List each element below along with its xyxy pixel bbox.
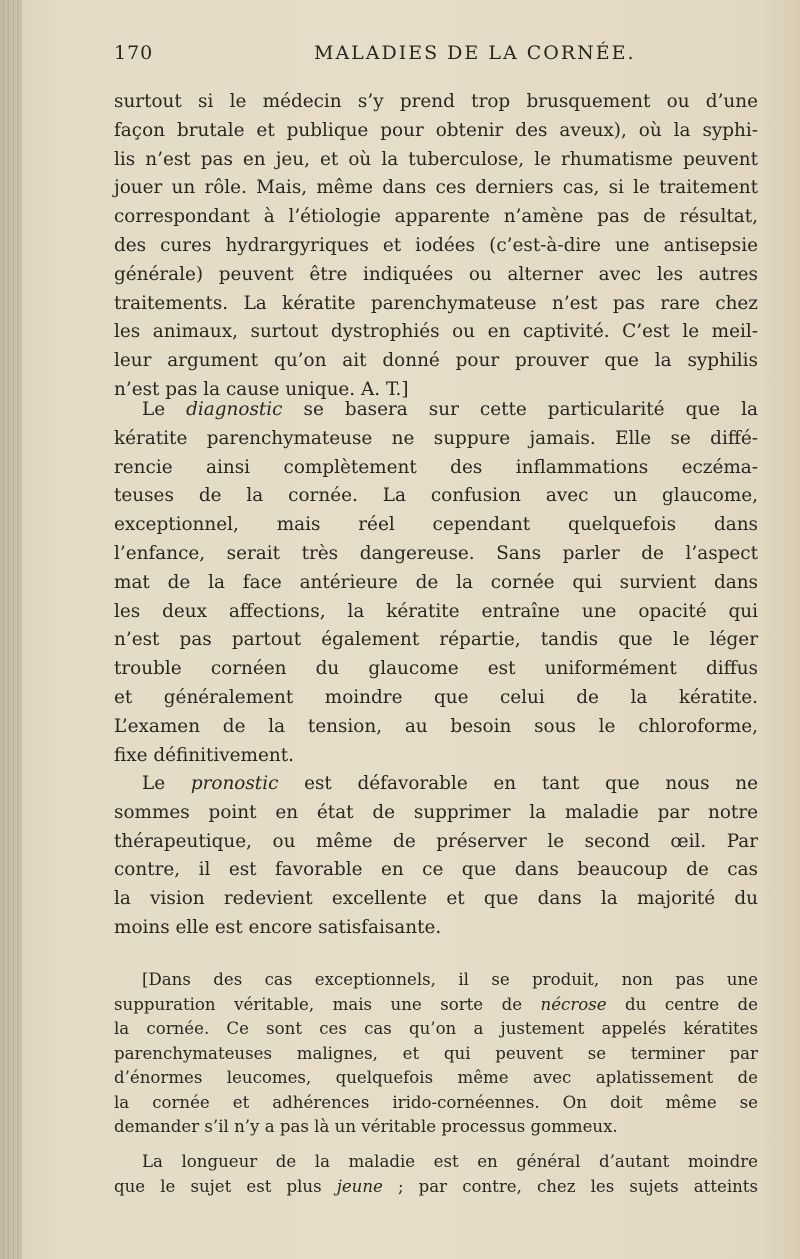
text-line: lis n’est pas en jeu, et où la tuberculose, le rhumatisme peuvent <box>114 148 758 170</box>
text-line: des cures hydrargyriques et iodées (c’est-à-dire une antisepsie <box>114 234 758 256</box>
text-line: contre, il est favorable en ce que dans beaucoup de cas <box>114 859 758 881</box>
text-line: fixe définitivement. <box>114 744 294 766</box>
text-line: la vision redevient excellente et que dans la majorité du <box>114 888 758 910</box>
text-line: parenchymateuses malignes, et qui peuvent se terminer par <box>114 1043 758 1063</box>
text-line: n’est pas partout également répartie, tandis que le léger <box>114 629 758 651</box>
text-line: teuses de la cornée. La confusion avec un glaucome, <box>114 485 758 507</box>
text-line: trouble cornéen du glaucome est uniformément diffus <box>114 658 758 680</box>
text-line: les animaux, surtout dystrophiés ou en captivité. C’est le meil- <box>114 321 758 343</box>
text-line: d’énormes leucomes, quelquefois même avec aplatissement de <box>114 1068 758 1087</box>
text-line: jouer un rôle. Mais, même dans ces derniers cas, si le traitement <box>114 177 758 199</box>
text-line: générale) peuvent être indiquées ou alterner avec les autres <box>114 263 758 285</box>
text-line: correspondant à l’étiologie apparente n’amène pas de résultat, <box>114 206 758 228</box>
italic-term: nécrose <box>540 994 607 1014</box>
italic-term: jeune <box>336 1176 383 1196</box>
text-line: la cornée. Ce sont ces cas qu’on a justement appelés kératites <box>114 1019 758 1038</box>
running-title: MALADIES DE LA CORNÉE. <box>314 42 636 64</box>
page-header <box>114 42 754 72</box>
italic-term: diagnostic <box>186 399 283 420</box>
paragraph-pronostic <box>114 770 758 943</box>
paragraph-diagnostic <box>114 396 758 770</box>
paragraph-note-necrose <box>114 968 758 1140</box>
text-line: leur argument qu’on ait donné pour prouver que la syphilis <box>114 350 758 372</box>
text-line: kératite parenchymateuse ne suppure jamais. Elle se diffé- <box>114 427 758 449</box>
text-line: [Dans des cas exceptionnels, il se produit, non pas une <box>142 970 758 989</box>
text-line: rencie ainsi complètement des inflammations eczéma- <box>114 456 758 478</box>
paragraph-1 <box>114 88 758 405</box>
text-line: La longueur de la maladie est en général d’autant moindre <box>142 1152 758 1171</box>
text-line: thérapeutique, ou même de préserver le second œil. Par <box>114 830 758 852</box>
text-line: sommes point en état de supprimer la maladie par notre <box>114 801 758 823</box>
text-line: demander s’il n’y a pas là un véritable processus gommeux. <box>114 1117 618 1136</box>
text-line: moins elle est encore satisfaisante. <box>114 916 442 938</box>
text-line: Le diagnostic se basera sur cette particularité que la <box>142 399 758 420</box>
text-line: n’est pas la cause unique. A. T.] <box>114 378 409 400</box>
text-line: suppuration véritable, mais une sorte de nécrose du centre de <box>114 994 758 1014</box>
text-line: et généralement moindre que celui de la kératite. <box>114 686 758 708</box>
book-binding-edge <box>0 0 22 1259</box>
text-line: façon brutale et publique pour obtenir des aveux), où la syphi- <box>114 119 758 141</box>
text-line: exceptionnel, mais réel cependant quelquefois dans <box>114 514 758 536</box>
text-line: l’enfance, serait très dangereuse. Sans parler de l’aspect <box>114 542 758 564</box>
page-number: 170 <box>114 42 154 64</box>
text-line: surtout si le médecin s’y prend trop brusquement ou d’une <box>114 91 758 112</box>
italic-term: pronostic <box>190 773 279 794</box>
text-line: traitements. La kératite parenchymateuse n’est pas rare chez <box>114 292 758 314</box>
paragraph-longueur <box>114 1150 758 1199</box>
text-line: mat de la face antérieure de la cornée qui survient dans <box>114 571 758 593</box>
text-line: la cornée et adhérences irido-cornéennes. On doit même se <box>114 1092 758 1112</box>
text-line: L’examen de la tension, au besoin sous le chloroforme, <box>114 715 758 737</box>
text-line: Le pronostic est défavorable en tant que nous ne <box>142 773 758 794</box>
text-line: que le sujet est plus jeune ; par contre, chez les sujets atteints <box>114 1176 758 1196</box>
text-line: les deux affections, la kératite entraîne une opacité qui <box>114 600 758 622</box>
